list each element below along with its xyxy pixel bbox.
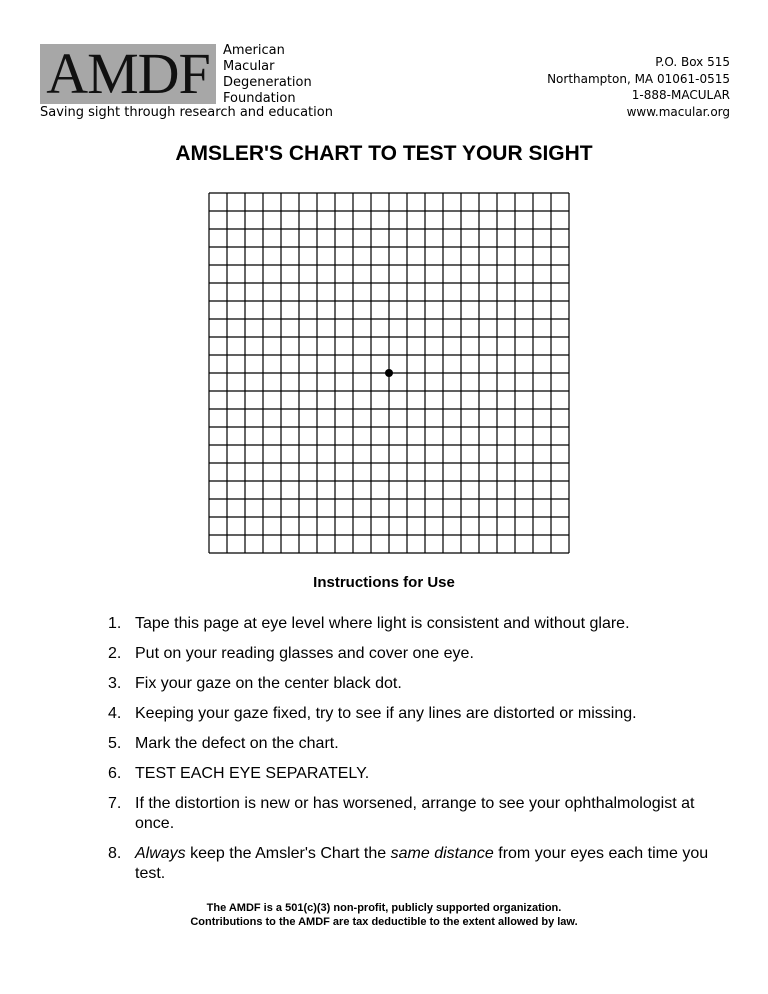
step-text-emphasis: Always [135, 845, 186, 862]
footer-line: The AMDF is a 501(c)(3) non-profit, publicly supported organization. [206, 902, 562, 914]
step-number: 2. [108, 645, 122, 662]
step-text: Put on your reading glasses and cover one eye. [135, 645, 474, 662]
step-text: TEST EACH EYE SEPARATELY. [135, 765, 370, 782]
organization-name [223, 43, 312, 107]
center-dot [385, 369, 393, 377]
instruction-step [108, 704, 728, 724]
address-po-box: P.O. Box 515 [655, 55, 730, 69]
instruction-step [108, 794, 728, 834]
address-phone: 1-888-MACULAR [631, 88, 730, 102]
footer-note [0, 901, 768, 929]
step-text: Mark the defect on the chart. [135, 735, 339, 752]
step-number: 1. [108, 615, 122, 632]
instruction-step [108, 734, 728, 754]
step-number: 3. [108, 675, 122, 692]
org-name-line: American [223, 43, 285, 58]
instruction-step [108, 674, 728, 694]
step-number: 8. [108, 845, 122, 862]
logo [40, 41, 216, 106]
contact-address [547, 54, 730, 120]
step-text-part: keep the Amsler's Chart the [185, 845, 391, 862]
step-text [135, 845, 708, 882]
instruction-step [108, 844, 728, 884]
address-city: Northampton, MA 01061-0515 [547, 71, 730, 86]
step-number: 7. [108, 795, 122, 812]
instruction-step [108, 614, 728, 634]
step-text: Fix your gaze on the center black dot. [135, 675, 402, 692]
instructions-list [108, 614, 728, 884]
step-text-emphasis: same distance [390, 845, 494, 862]
instruction-step [108, 644, 728, 664]
logo-text: AMDF [46, 41, 210, 106]
step-text: If the distortion is new or has worsened, arrange to see your ophthalmologist at once. [135, 795, 695, 832]
step-number: 4. [108, 705, 122, 722]
instruction-step [108, 764, 728, 784]
step-text: Keeping your gaze fixed, try to see if any lines are distorted or missing. [135, 705, 637, 722]
org-name-line: Foundation [223, 91, 296, 106]
instructions-heading: Instructions for Use [313, 574, 455, 591]
tagline: Saving sight through research and education [40, 105, 333, 120]
page-title: AMSLER'S CHART TO TEST YOUR SIGHT [175, 142, 593, 165]
step-text: Tape this page at eye level where light is consistent and without glare. [135, 615, 630, 632]
org-name-line: Macular [223, 59, 275, 74]
footer-line: Contributions to the AMDF are tax deductible to the extent allowed by law. [190, 916, 578, 928]
step-number: 6. [108, 765, 122, 782]
amsler-grid [208, 192, 570, 554]
address-website: www.macular.org [626, 104, 730, 119]
step-text-part: from your eyes each time you test. [135, 845, 709, 882]
step-number: 5. [108, 735, 122, 752]
org-name-line: Degeneration [223, 75, 312, 90]
